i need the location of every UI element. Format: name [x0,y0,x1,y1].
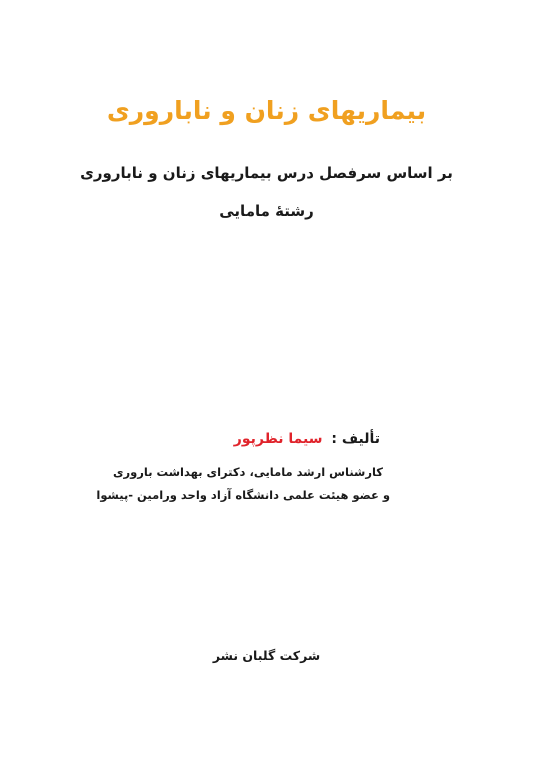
book-title: بیماریهای زنان و ناباروری [106,96,427,125]
author-name: سیما نظرپور [233,431,323,447]
book-subtitle: بر اساس سرفصل درس بیماریهای زنان و ناباروری [80,164,453,182]
author-line [150,431,380,447]
author-credentials-line-1: کارشناس ارشد مامایی، دکترای بهداشت باروری [112,465,383,479]
author-label: تألیف : [331,431,380,447]
field-of-study: رشتهٔ مامایی [219,202,314,220]
publisher-name: شرکت گلبان نشر [212,648,321,663]
author-credentials-line-2: و عضو هیئت علمی دانشگاه آزاد واحد ورامین -پیشوا [96,488,390,502]
